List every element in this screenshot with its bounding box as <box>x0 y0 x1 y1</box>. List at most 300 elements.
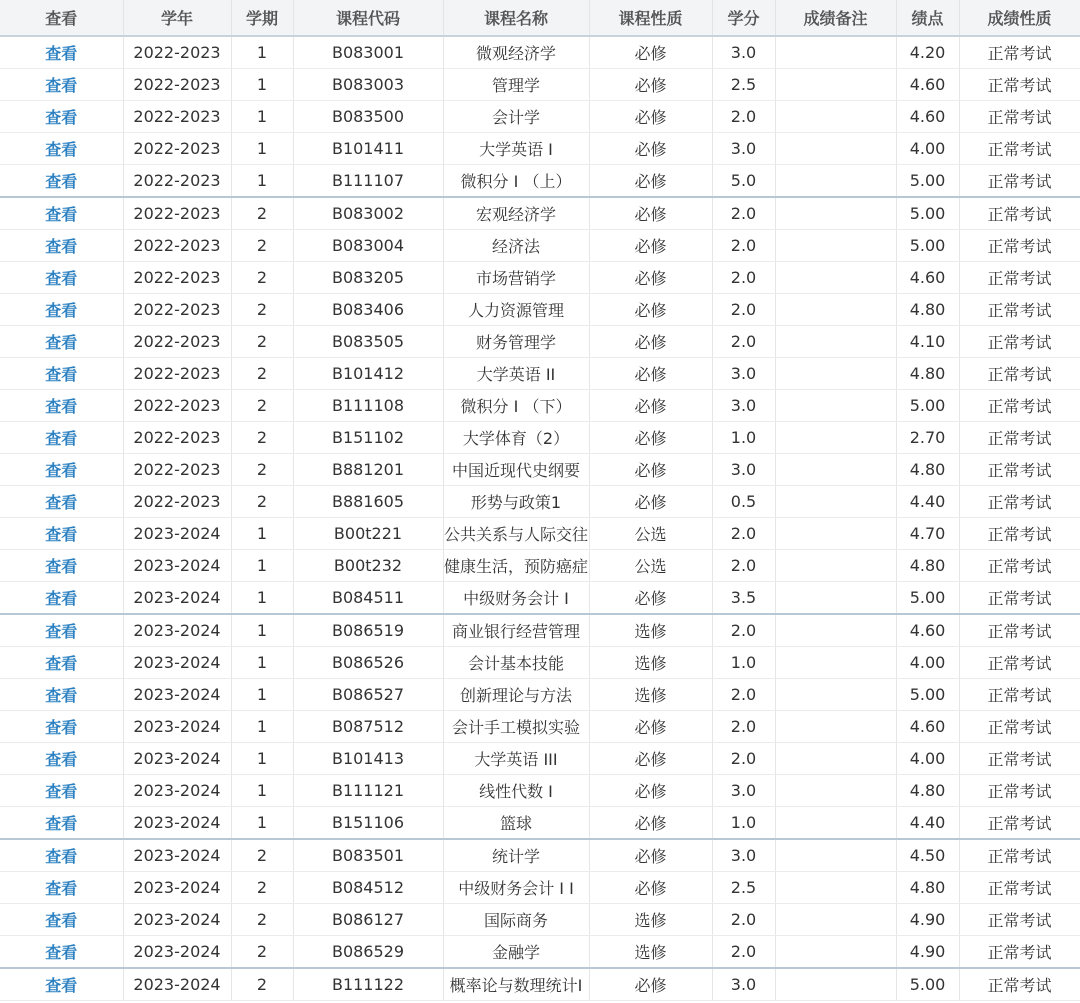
course-type-cell: 选修 <box>589 647 712 679</box>
term-cell: 2 <box>231 968 293 1001</box>
gpa-cell: 4.00 <box>896 743 959 775</box>
view-cell <box>0 936 123 969</box>
view-link[interactable]: 查看 <box>45 879 78 898</box>
year-cell: 2022-2023 <box>123 197 231 230</box>
year-cell: 2022-2023 <box>123 230 231 262</box>
course-name-cell: 中级财务会计 I <box>443 582 589 615</box>
view-cell <box>0 872 123 904</box>
credit-cell: 2.0 <box>712 904 775 936</box>
year-cell: 2023-2024 <box>123 872 231 904</box>
exam-type-cell: 正常考试 <box>959 326 1080 358</box>
course-code-cell: B083406 <box>293 294 443 326</box>
gpa-cell: 4.60 <box>896 101 959 133</box>
course-code-cell: B083001 <box>293 36 443 69</box>
term-cell: 2 <box>231 454 293 486</box>
year-cell: 2022-2023 <box>123 165 231 198</box>
year-cell: 2023-2024 <box>123 614 231 647</box>
view-cell <box>0 358 123 390</box>
course-type-cell: 必修 <box>589 390 712 422</box>
course-name-cell: 形势与政策1 <box>443 486 589 518</box>
exam-type-cell: 正常考试 <box>959 679 1080 711</box>
term-cell: 2 <box>231 839 293 872</box>
term-cell: 2 <box>231 422 293 454</box>
view-cell <box>0 486 123 518</box>
table-row <box>0 839 1080 872</box>
course-type-cell: 选修 <box>589 904 712 936</box>
gpa-cell: 4.00 <box>896 133 959 165</box>
header-exam-type[interactable]: 成绩性质 <box>959 0 1080 36</box>
view-cell <box>0 294 123 326</box>
credit-cell: 3.0 <box>712 839 775 872</box>
view-link[interactable]: 查看 <box>45 172 78 191</box>
credit-cell: 2.5 <box>712 872 775 904</box>
gpa-cell: 4.60 <box>896 262 959 294</box>
table-row <box>0 230 1080 262</box>
year-cell: 2022-2023 <box>123 454 231 486</box>
header-term[interactable]: 学期 <box>231 0 293 36</box>
exam-type-cell: 正常考试 <box>959 486 1080 518</box>
course-code-cell: B083501 <box>293 839 443 872</box>
view-cell <box>0 165 123 198</box>
year-cell: 2023-2024 <box>123 582 231 615</box>
course-code-cell: B086527 <box>293 679 443 711</box>
view-link[interactable]: 查看 <box>45 654 78 673</box>
gpa-cell: 4.80 <box>896 294 959 326</box>
table-row <box>0 133 1080 165</box>
view-link[interactable]: 查看 <box>45 108 78 127</box>
grade-remark-cell <box>775 807 896 840</box>
exam-type-cell: 正常考试 <box>959 197 1080 230</box>
view-link[interactable]: 查看 <box>45 493 78 512</box>
year-cell: 2023-2024 <box>123 518 231 550</box>
table-row <box>0 101 1080 133</box>
term-cell: 1 <box>231 518 293 550</box>
grade-table-body <box>0 36 1080 1001</box>
year-cell: 2022-2023 <box>123 262 231 294</box>
grade-remark-cell <box>775 968 896 1001</box>
gpa-cell: 4.80 <box>896 358 959 390</box>
header-view[interactable]: 查看 <box>0 0 123 36</box>
view-link[interactable]: 查看 <box>45 365 78 384</box>
year-cell: 2022-2023 <box>123 486 231 518</box>
view-link[interactable]: 查看 <box>45 622 78 641</box>
year-cell: 2022-2023 <box>123 390 231 422</box>
table-row <box>0 165 1080 198</box>
view-link[interactable]: 查看 <box>45 589 78 608</box>
course-type-cell: 必修 <box>589 711 712 743</box>
exam-type-cell: 正常考试 <box>959 936 1080 969</box>
exam-type-cell: 正常考试 <box>959 872 1080 904</box>
course-code-cell: B111107 <box>293 165 443 198</box>
gpa-cell: 4.70 <box>896 518 959 550</box>
view-link[interactable]: 查看 <box>45 943 78 962</box>
exam-type-cell: 正常考试 <box>959 582 1080 615</box>
year-cell: 2022-2023 <box>123 69 231 101</box>
grade-remark-cell <box>775 582 896 615</box>
course-name-cell: 大学英语 II <box>443 358 589 390</box>
term-cell: 2 <box>231 904 293 936</box>
gpa-cell: 4.00 <box>896 647 959 679</box>
view-link[interactable]: 查看 <box>45 557 78 576</box>
table-row <box>0 582 1080 615</box>
course-code-cell: B083205 <box>293 262 443 294</box>
header-year[interactable]: 学年 <box>123 0 231 36</box>
grade-remark-cell <box>775 904 896 936</box>
view-link[interactable]: 查看 <box>45 44 78 63</box>
view-link[interactable]: 查看 <box>45 750 78 769</box>
credit-cell: 3.0 <box>712 454 775 486</box>
course-name-cell: 微观经济学 <box>443 36 589 69</box>
credit-cell: 3.5 <box>712 582 775 615</box>
credit-cell: 2.0 <box>712 550 775 582</box>
term-cell: 1 <box>231 36 293 69</box>
credit-cell: 2.0 <box>712 294 775 326</box>
course-type-cell: 必修 <box>589 101 712 133</box>
exam-type-cell: 正常考试 <box>959 165 1080 198</box>
table-row <box>0 679 1080 711</box>
course-type-cell: 必修 <box>589 775 712 807</box>
view-link[interactable]: 查看 <box>45 333 78 352</box>
gpa-cell: 4.80 <box>896 872 959 904</box>
course-type-cell: 必修 <box>589 165 712 198</box>
year-cell: 2023-2024 <box>123 904 231 936</box>
term-cell: 1 <box>231 101 293 133</box>
exam-type-cell: 正常考试 <box>959 69 1080 101</box>
grade-remark-cell <box>775 358 896 390</box>
course-name-cell: 中国近现代史纲要 <box>443 454 589 486</box>
term-cell: 2 <box>231 326 293 358</box>
course-name-cell: 创新理论与方法 <box>443 679 589 711</box>
credit-cell: 3.0 <box>712 968 775 1001</box>
grade-remark-cell <box>775 101 896 133</box>
view-link[interactable]: 查看 <box>45 301 78 320</box>
view-cell <box>0 614 123 647</box>
grade-remark-cell <box>775 165 896 198</box>
course-code-cell: B111108 <box>293 390 443 422</box>
exam-type-cell: 正常考试 <box>959 133 1080 165</box>
term-cell: 1 <box>231 679 293 711</box>
course-code-cell: B083500 <box>293 101 443 133</box>
view-cell <box>0 743 123 775</box>
year-cell: 2022-2023 <box>123 133 231 165</box>
course-code-cell: B101411 <box>293 133 443 165</box>
term-cell: 2 <box>231 197 293 230</box>
gpa-cell: 4.80 <box>896 454 959 486</box>
header-gpa[interactable]: 绩点 <box>896 0 959 36</box>
table-row <box>0 422 1080 454</box>
table-row <box>0 550 1080 582</box>
gpa-cell: 5.00 <box>896 968 959 1001</box>
grade-remark-cell <box>775 486 896 518</box>
exam-type-cell: 正常考试 <box>959 358 1080 390</box>
term-cell: 2 <box>231 230 293 262</box>
exam-type-cell: 正常考试 <box>959 839 1080 872</box>
table-row <box>0 968 1080 1001</box>
year-cell: 2023-2024 <box>123 679 231 711</box>
view-link[interactable]: 查看 <box>45 461 78 480</box>
course-type-cell: 必修 <box>589 133 712 165</box>
credit-cell: 2.5 <box>712 69 775 101</box>
course-type-cell: 必修 <box>589 69 712 101</box>
view-link[interactable]: 查看 <box>45 782 78 801</box>
course-type-cell: 必修 <box>589 422 712 454</box>
term-cell: 1 <box>231 614 293 647</box>
grade-remark-cell <box>775 775 896 807</box>
view-cell <box>0 262 123 294</box>
course-type-cell: 必修 <box>589 454 712 486</box>
course-type-cell: 必修 <box>589 872 712 904</box>
table-row <box>0 518 1080 550</box>
view-cell <box>0 518 123 550</box>
view-cell <box>0 582 123 615</box>
header-credit[interactable]: 学分 <box>712 0 775 36</box>
term-cell: 2 <box>231 872 293 904</box>
course-type-cell: 必修 <box>589 486 712 518</box>
view-link[interactable]: 查看 <box>45 140 78 159</box>
course-name-cell: 概率论与数理统计I <box>443 968 589 1001</box>
exam-type-cell: 正常考试 <box>959 422 1080 454</box>
course-name-cell: 金融学 <box>443 936 589 969</box>
year-cell: 2023-2024 <box>123 775 231 807</box>
course-name-cell: 经济法 <box>443 230 589 262</box>
year-cell: 2023-2024 <box>123 647 231 679</box>
gpa-cell: 4.40 <box>896 807 959 840</box>
term-cell: 2 <box>231 262 293 294</box>
year-cell: 2023-2024 <box>123 743 231 775</box>
view-cell <box>0 775 123 807</box>
table-row <box>0 486 1080 518</box>
term-cell: 2 <box>231 358 293 390</box>
credit-cell: 3.0 <box>712 36 775 69</box>
table-row <box>0 262 1080 294</box>
exam-type-cell: 正常考试 <box>959 294 1080 326</box>
term-cell: 1 <box>231 69 293 101</box>
gpa-cell: 4.80 <box>896 550 959 582</box>
table-row <box>0 807 1080 840</box>
grade-remark-cell <box>775 872 896 904</box>
course-name-cell: 国际商务 <box>443 904 589 936</box>
exam-type-cell: 正常考试 <box>959 647 1080 679</box>
grade-remark-cell <box>775 679 896 711</box>
course-type-cell: 选修 <box>589 614 712 647</box>
table-row <box>0 294 1080 326</box>
year-cell: 2023-2024 <box>123 968 231 1001</box>
course-name-cell: 健康生活，预防癌症 <box>443 550 589 582</box>
table-row <box>0 326 1080 358</box>
header-course-code[interactable]: 课程代码 <box>293 0 443 36</box>
term-cell: 2 <box>231 390 293 422</box>
credit-cell: 2.0 <box>712 743 775 775</box>
year-cell: 2022-2023 <box>123 36 231 69</box>
header-grade-remark[interactable]: 成绩备注 <box>775 0 896 36</box>
credit-cell: 2.0 <box>712 230 775 262</box>
course-name-cell: 会计学 <box>443 101 589 133</box>
view-cell <box>0 101 123 133</box>
header-course-type[interactable]: 课程性质 <box>589 0 712 36</box>
view-link[interactable]: 查看 <box>45 429 78 448</box>
table-row <box>0 390 1080 422</box>
year-cell: 2023-2024 <box>123 839 231 872</box>
exam-type-cell: 正常考试 <box>959 518 1080 550</box>
grade-remark-cell <box>775 454 896 486</box>
exam-type-cell: 正常考试 <box>959 454 1080 486</box>
course-name-cell: 人力资源管理 <box>443 294 589 326</box>
gpa-cell: 4.60 <box>896 69 959 101</box>
view-link[interactable]: 查看 <box>45 205 78 224</box>
course-type-cell: 必修 <box>589 839 712 872</box>
credit-cell: 3.0 <box>712 775 775 807</box>
view-link[interactable]: 查看 <box>45 718 78 737</box>
exam-type-cell: 正常考试 <box>959 36 1080 69</box>
course-name-cell: 市场营销学 <box>443 262 589 294</box>
gpa-cell: 4.50 <box>896 839 959 872</box>
credit-cell: 1.0 <box>712 647 775 679</box>
exam-type-cell: 正常考试 <box>959 904 1080 936</box>
course-type-cell: 选修 <box>589 679 712 711</box>
credit-cell: 1.0 <box>712 422 775 454</box>
gpa-cell: 5.00 <box>896 679 959 711</box>
grade-remark-cell <box>775 422 896 454</box>
view-cell <box>0 133 123 165</box>
grade-remark-cell <box>775 230 896 262</box>
term-cell: 1 <box>231 775 293 807</box>
exam-type-cell: 正常考试 <box>959 262 1080 294</box>
course-code-cell: B00t221 <box>293 518 443 550</box>
view-link[interactable]: 查看 <box>45 976 78 995</box>
course-code-cell: B00t232 <box>293 550 443 582</box>
course-code-cell: B087512 <box>293 711 443 743</box>
credit-cell: 2.0 <box>712 262 775 294</box>
course-type-cell: 必修 <box>589 807 712 840</box>
year-cell: 2022-2023 <box>123 326 231 358</box>
course-name-cell: 宏观经济学 <box>443 197 589 230</box>
course-name-cell: 线性代数 I <box>443 775 589 807</box>
grade-remark-cell <box>775 614 896 647</box>
view-link[interactable]: 查看 <box>45 525 78 544</box>
view-link[interactable]: 查看 <box>45 686 78 705</box>
course-code-cell: B101413 <box>293 743 443 775</box>
exam-type-cell: 正常考试 <box>959 807 1080 840</box>
view-cell <box>0 390 123 422</box>
course-code-cell: B083003 <box>293 69 443 101</box>
year-cell: 2023-2024 <box>123 936 231 969</box>
course-name-cell: 微积分 I （上） <box>443 165 589 198</box>
gpa-cell: 2.70 <box>896 422 959 454</box>
view-cell <box>0 679 123 711</box>
course-type-cell: 必修 <box>589 294 712 326</box>
gpa-cell: 5.00 <box>896 390 959 422</box>
grade-remark-cell <box>775 647 896 679</box>
view-cell <box>0 904 123 936</box>
credit-cell: 3.0 <box>712 358 775 390</box>
grade-remark-cell <box>775 36 896 69</box>
course-type-cell: 必修 <box>589 582 712 615</box>
course-name-cell: 商业银行经营管理 <box>443 614 589 647</box>
grade-remark-cell <box>775 69 896 101</box>
course-code-cell: B084512 <box>293 872 443 904</box>
view-link[interactable]: 查看 <box>45 76 78 95</box>
table-row <box>0 936 1080 969</box>
credit-cell: 2.0 <box>712 197 775 230</box>
course-type-cell: 必修 <box>589 197 712 230</box>
table-row <box>0 454 1080 486</box>
course-type-cell: 必修 <box>589 326 712 358</box>
view-cell <box>0 711 123 743</box>
course-name-cell: 公共关系与人际交往 <box>443 518 589 550</box>
table-row <box>0 775 1080 807</box>
view-cell <box>0 968 123 1001</box>
course-code-cell: B151102 <box>293 422 443 454</box>
exam-type-cell: 正常考试 <box>959 550 1080 582</box>
year-cell: 2023-2024 <box>123 711 231 743</box>
header-course-name[interactable]: 课程名称 <box>443 0 589 36</box>
view-link[interactable]: 查看 <box>45 237 78 256</box>
course-code-cell: B083004 <box>293 230 443 262</box>
table-row <box>0 872 1080 904</box>
gpa-cell: 4.60 <box>896 711 959 743</box>
course-type-cell: 必修 <box>589 968 712 1001</box>
term-cell: 1 <box>231 807 293 840</box>
gpa-cell: 4.90 <box>896 936 959 969</box>
view-link[interactable]: 查看 <box>45 397 78 416</box>
course-type-cell: 必修 <box>589 743 712 775</box>
table-row <box>0 614 1080 647</box>
course-code-cell: B086127 <box>293 904 443 936</box>
table-row <box>0 197 1080 230</box>
grade-remark-cell <box>775 262 896 294</box>
grade-remark-cell <box>775 390 896 422</box>
gpa-cell: 5.00 <box>896 230 959 262</box>
grade-remark-cell <box>775 711 896 743</box>
course-type-cell: 必修 <box>589 230 712 262</box>
view-link[interactable]: 查看 <box>45 911 78 930</box>
view-cell <box>0 422 123 454</box>
credit-cell: 2.0 <box>712 101 775 133</box>
credit-cell: 1.0 <box>712 807 775 840</box>
exam-type-cell: 正常考试 <box>959 711 1080 743</box>
course-type-cell: 必修 <box>589 262 712 294</box>
view-link[interactable]: 查看 <box>45 847 78 866</box>
gpa-cell: 4.10 <box>896 326 959 358</box>
course-code-cell: B086529 <box>293 936 443 969</box>
course-name-cell: 大学英语 III <box>443 743 589 775</box>
term-cell: 1 <box>231 550 293 582</box>
course-code-cell: B151106 <box>293 807 443 840</box>
course-type-cell: 必修 <box>589 36 712 69</box>
grade-remark-cell <box>775 518 896 550</box>
credit-cell: 2.0 <box>712 326 775 358</box>
course-name-cell: 大学体育（2） <box>443 422 589 454</box>
view-cell <box>0 807 123 840</box>
exam-type-cell: 正常考试 <box>959 230 1080 262</box>
view-link[interactable]: 查看 <box>45 269 78 288</box>
term-cell: 1 <box>231 582 293 615</box>
view-link[interactable]: 查看 <box>45 814 78 833</box>
exam-type-cell: 正常考试 <box>959 775 1080 807</box>
credit-cell: 2.0 <box>712 614 775 647</box>
grade-remark-cell <box>775 294 896 326</box>
course-code-cell: B083002 <box>293 197 443 230</box>
gpa-cell: 5.00 <box>896 582 959 615</box>
view-cell <box>0 69 123 101</box>
course-code-cell: B881605 <box>293 486 443 518</box>
credit-cell: 2.0 <box>712 518 775 550</box>
term-cell: 2 <box>231 486 293 518</box>
table-row <box>0 358 1080 390</box>
credit-cell: 3.0 <box>712 390 775 422</box>
grade-remark-cell <box>775 936 896 969</box>
view-cell <box>0 230 123 262</box>
